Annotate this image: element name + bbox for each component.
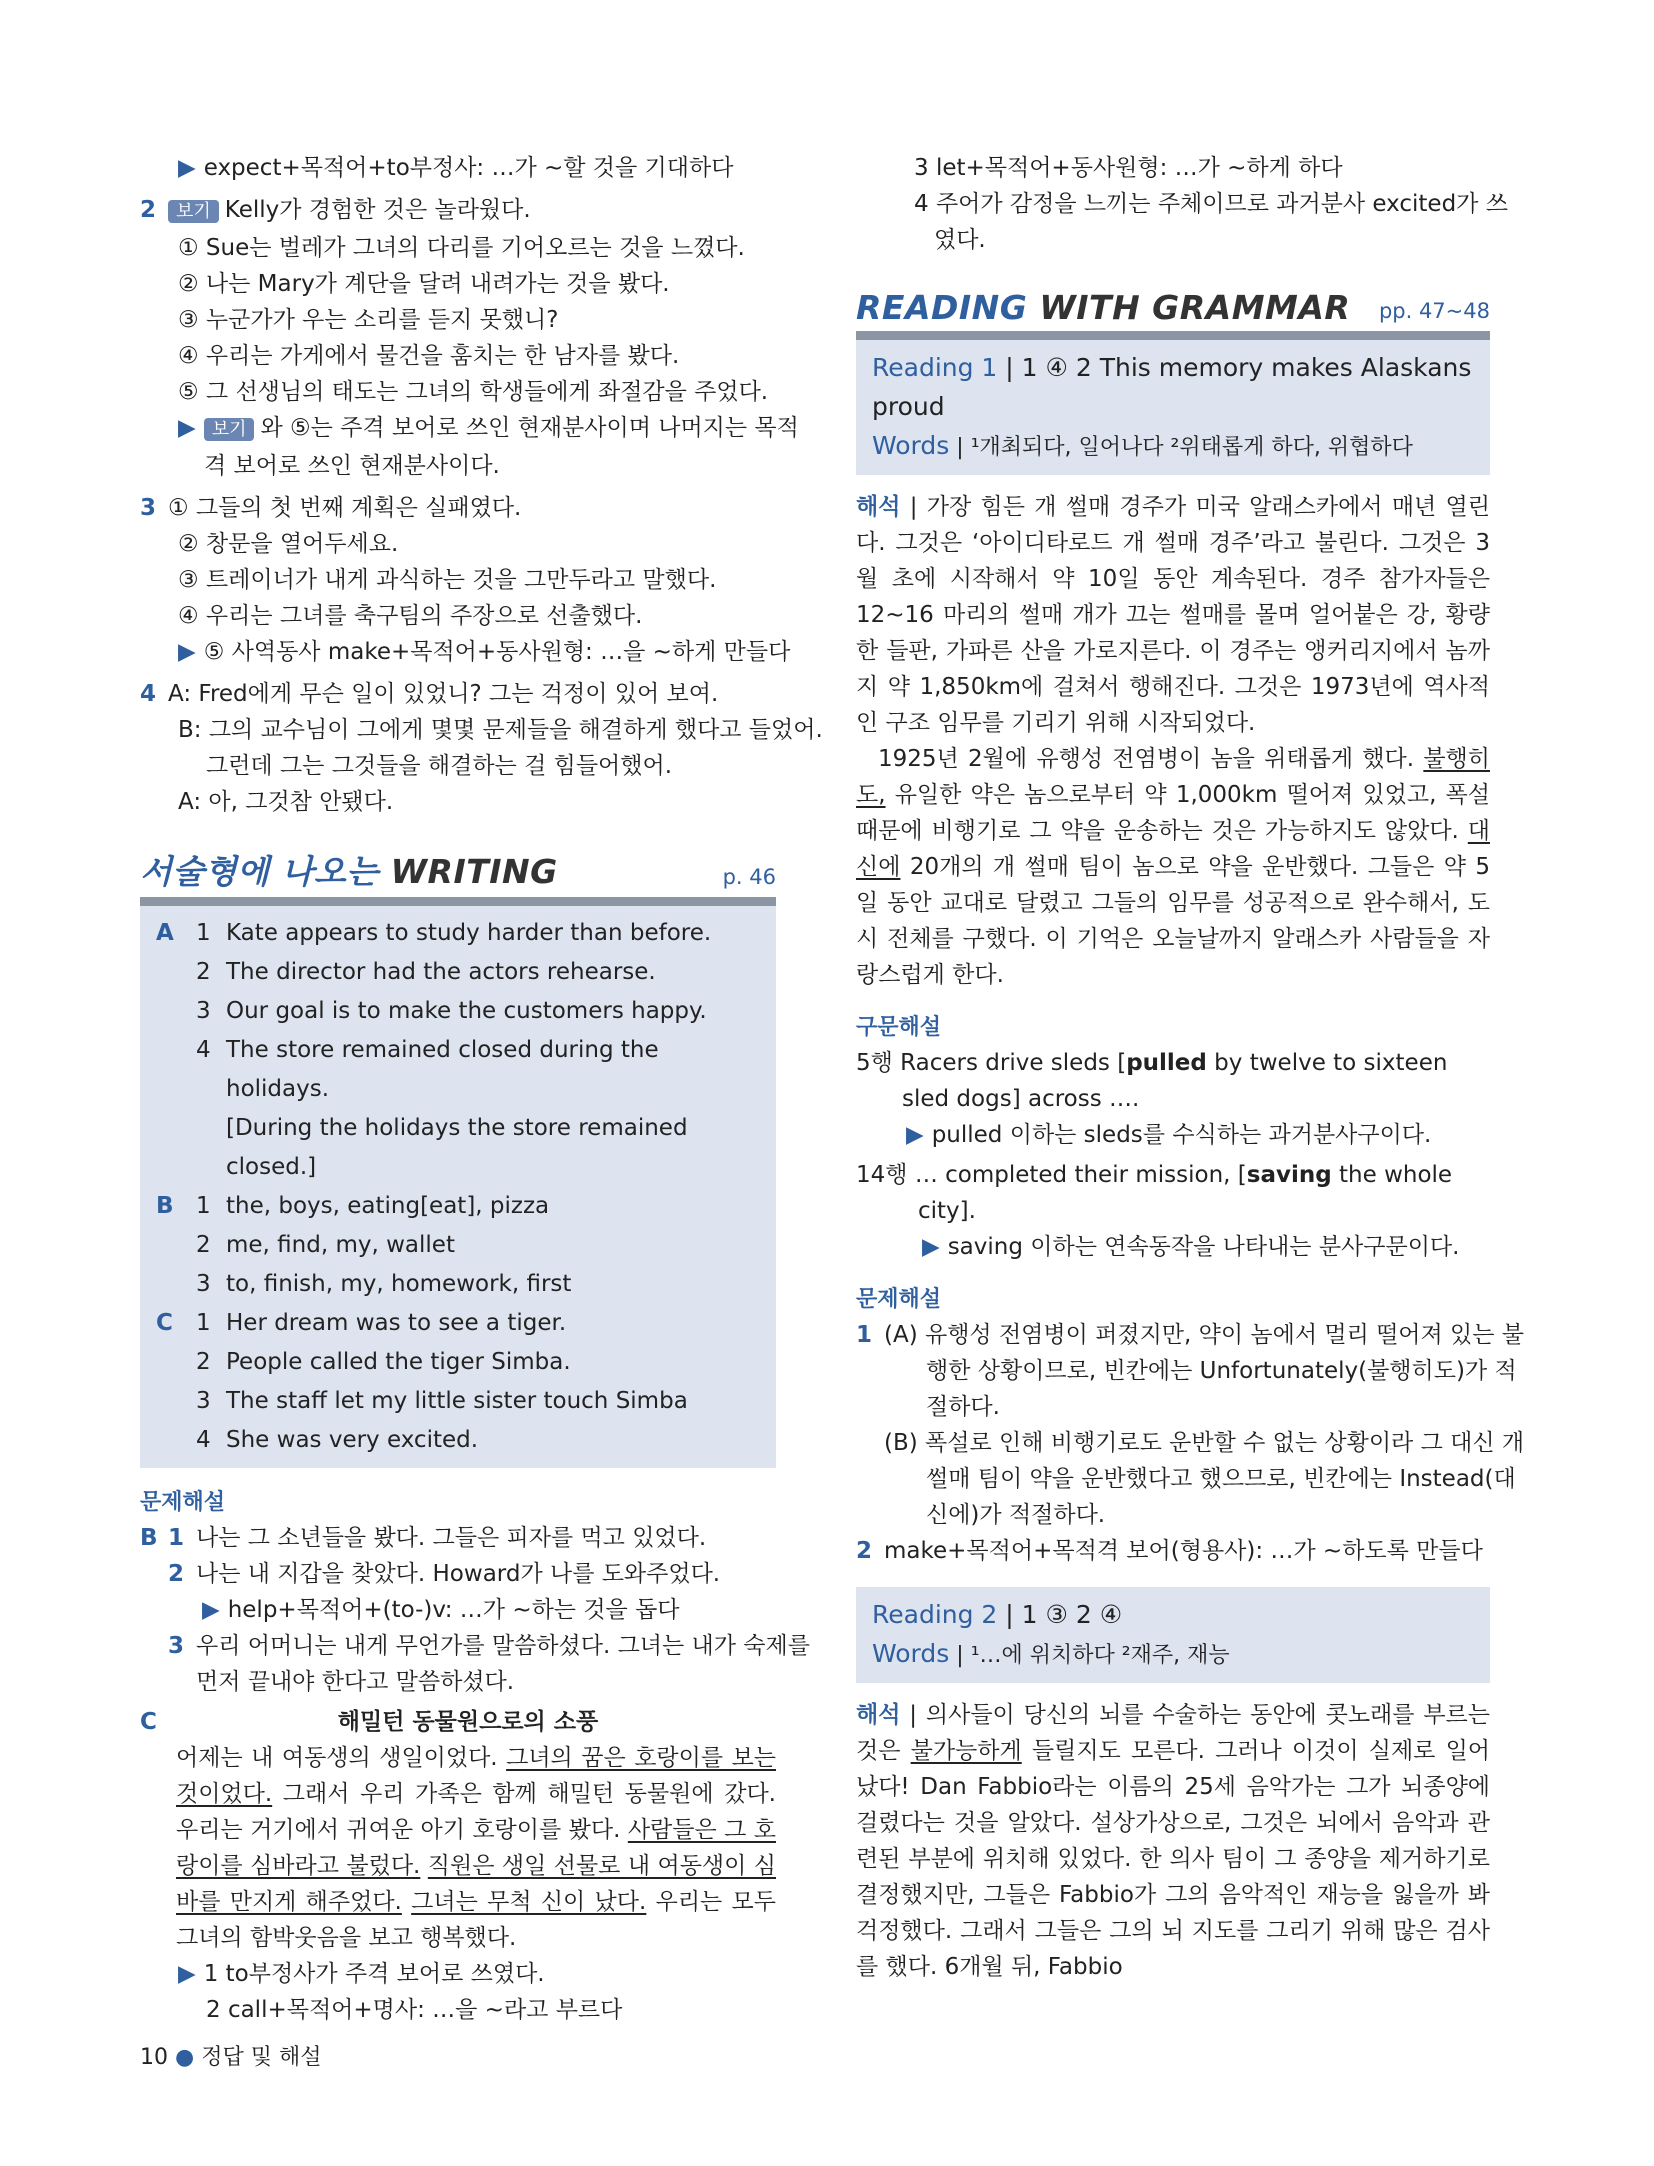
dialog-line: A: 아, 그것참 안됐다.	[178, 789, 394, 815]
reading2-box: Reading 2 | 1 ③ 2 ④ Words | ¹…에 위치하다 ²재주, 재능	[856, 1587, 1490, 1683]
solve-1: 1 (A) 유행성 전염병이 퍼졌지만, 약이 놈에서 멀리 떨어져 있는 불 행한 상황이므로, 빈칸에는 Unfortunately(불행히도)가 적 절하다. (B) 폭설로 인해 비행기로도 운반할 수 없는 상황이라 그 대신 개 썰매 팀이 약을 운반했다고 했으므로, 빈칸에는 Instead(대 신에)가 적절하다. 2 make+목적어+목적격 보어(형용사): …가 ~하도록 만들다	[856, 1322, 1525, 1564]
page-reference: p. 46	[722, 865, 776, 889]
page-reference: pp. 47~48	[1378, 299, 1490, 323]
list-item: ② 나는 Mary가 계단을 달려 내려가는 것을 봤다.	[178, 271, 670, 297]
right-column	[856, 150, 1525, 1985]
writing-answer-box: A 1 Kate appears to study harder than before. 2 The director had the actors rehearse. 3 Our goal is to make the customers happy. 4 The store remained closed during the holidays. [During the holidays the store remained closed.] B 1 the, boys, eating[eat], pizza 2 me, find, my, wallet 3 to, finish, my, homework, first C 1 Her dream was to see a tiger. 2 People called the tiger Simba. 3 The staff let my little sister touch Simba 4 She was very excited.	[140, 906, 776, 1468]
left-column	[140, 150, 823, 2028]
translation-paragraph: 해석 | 의사들이 당신의 뇌를 수술하는 동안에 콧노래를 부르는 것은 불가능하게 들릴지도 모른다. 그러나 이것이 실제로 일어났다! Dan Fabbio라는 이름의 25세 음악가는 그가 뇌종양에 걸렸다는 것을 알았다. 설상가상으로, 그것은 뇌에서 음악과 관련된 부분에 위치해 있었다. 한 의사 팀이 그 종양을 제거하기로 결정했지만, 그들은 Fabbio가 그의 음악적인 재능을 잃을까 봐 걱정했다. 그래서 그들은 그의 뇌 지도를 그리기 위해 많은 검사를 했다. 6개월 뒤, Fabbio	[856, 1702, 1491, 1980]
page-number: 10	[140, 2045, 168, 2070]
arrow-icon: ▶	[922, 1234, 940, 1260]
grammar-note-cont: 격 보어로 쓰인 현재분사이다.	[204, 453, 500, 479]
section-label: 문제해설	[856, 1287, 942, 1312]
grammar-note: 3 let+목적어+동사원형: …가 ~하게 하다	[914, 155, 1343, 181]
reading1-box: Reading 1 | 1 ④ 2 This memory makes Alaskans proud Words | ¹개최되다, 일어나다 ²위태롭게 하다, 위협하다	[856, 340, 1490, 475]
list-item: ③ 트레이너가 내게 과식하는 것을 그만두라고 말했다.	[178, 567, 717, 593]
grammar-note: ▶ 보기 와 ⑤는 주격 보어로 쓰인 현재분사이며 나머지는 목적	[178, 415, 799, 441]
text-line: 먼저 끝내야 한다고 말씀하셨다.	[196, 1669, 515, 1695]
question-2: 2 보기 Kelly가 경험한 것은 놀라웠다. ① Sue는 벌레가 그녀의 다리를 기어오르는 것을 느꼈다. ② 나는 Mary가 계단을 달려 내려가는 것을 봤다. ③ 누군가가 우는 소리를 듣지 못했니? ④ 우리는 가게에서 물건을 훔치는 한 남자를 봤다. ⑤ 그 선생님의 태도는 그녀의 학생들에게 좌절감을 주었다. ▶ 보기 와 ⑤는 주격 보어로 쓰인 현재분사이며 나머지는 목적 격 보어로 쓰인 현재분사이다.	[140, 192, 776, 484]
text-line: 행한 상황이므로, 빈칸에는 Unfortunately(불행히도)가 적	[926, 1358, 1517, 1384]
explain-c: C 해밀턴 동물원으로의 소풍 어제는 내 여동생의 생일이었다. 그녀의 꿈은 호랑이를 보는 것이었다. 그래서 우리 가족은 함께 해밀턴 동물원에 갔다. 우리는 거기에서 귀여운 아기 호랑이를 봤다. 사람들은 그 호랑이를 심바라고 불렀다. 직원은 생일 선물로 내 여동생이 심바를 만지게 해주었다. 그녀는 무척 신이 났다. 우리는 모두 그녀의 함박웃음을 보고 행복했다. ▶ 1 to부정사가 주격 보어로 쓰였다. 2 call+목적어+명사: …을 ~라고 부르다	[140, 1704, 776, 2028]
arrow-icon: ▶	[178, 415, 196, 441]
dialog-line: 그런데 그는 그것들을 해결하는 걸 힘들어했어.	[206, 753, 673, 779]
writing-section-header: 서술형에 나오는 WRITING p. 46	[140, 846, 776, 906]
arrow-icon: ▶	[202, 1597, 220, 1623]
explain-b: B 1 나는 그 소년들을 봤다. 그들은 피자를 먹고 있었다. 2 나는 내 지갑을 찾았다. Howard가 나를 도와주었다. ▶ help+목적어+(to-)v: …가 ~하는 것을 돕다 3 우리 어머니는 내게 무언가를 말씀하셨다. 그녀는 내가 숙제를 먼저 끝내야 한다고 말씀하셨다.	[140, 1520, 776, 1700]
translation-paragraph: 해석 | 가장 힘든 개 썰매 경주가 미국 알래스카에서 매년 열린다. 그것은 ‘아이디타로드 개 썰매 경주’라고 불린다. 그것은 3월 초에 시작해서 약 10일 동안 계속된다. 경주 참가자들은 12~16 마리의 썰매 개가 끄는 썰매를 몰며 얼어붙은 강, 황량한 들판, 가파른 산을 가로지른다. 이 경주는 앵커리지에서 놈까지 약 1,850km에 걸쳐서 행해진다. 그것은 1973년에 역사적인 구조 임무를 기리기 위해 시작되었다.	[856, 494, 1490, 736]
question-3: 3 ① 그들의 첫 번째 계획은 실패였다. ② 창문을 열어두세요. ③ 트레이너가 내게 과식하는 것을 그만두라고 말했다. ④ 우리는 그녀를 축구팀의 주장으로 선출했다. ▶ ⑤ 사역동사 make+목적어+동사원형: …을 ~하게 만들다	[140, 490, 776, 670]
text-line: city].	[918, 1198, 976, 1224]
text-line: sled dogs] across ….	[902, 1086, 1140, 1112]
footer-title: 정답 및 해설	[201, 2045, 322, 2070]
list-item: ④ 우리는 가게에서 물건을 훔치는 한 남자를 봤다.	[178, 343, 680, 369]
text-line: (B) 폭설로 인해 비행기로도 운반할 수 없는 상황이라 그 대신 개	[884, 1430, 1525, 1456]
text-line: 절하다.	[926, 1394, 1000, 1420]
grammar-note: 2 call+목적어+명사: …을 ~라고 부르다	[206, 1997, 623, 2023]
grammar-note: ▶ expect+목적어+to부정사: …가 ~할 것을 기대하다	[178, 155, 734, 181]
arrow-icon: ▶	[906, 1122, 924, 1148]
section-label: 문제해설	[140, 1490, 226, 1515]
list-item: ⑤ 그 선생님의 태도는 그녀의 학생들에게 좌절감을 주었다.	[178, 379, 769, 405]
list-item: ② 창문을 열어두세요.	[178, 531, 399, 557]
location-pin-icon: ●	[175, 2045, 195, 2070]
question-4: 4 A: Fred에게 무슨 일이 있었니? 그는 걱정이 있어 보여. B: 그의 교수님이 그에게 몇몇 문제들을 해결하게 했다고 들었어. 그런데 그는 그것들을 해결하는 걸 힘들어했어. A: 아, 그것참 안됐다.	[140, 676, 776, 820]
page-footer	[140, 2040, 321, 2071]
example-badge: 보기	[168, 200, 219, 223]
section-label: 구문해설	[856, 1015, 942, 1040]
list-item: ① Sue는 벌레가 그녀의 다리를 기어오르는 것을 느꼈다.	[178, 235, 745, 261]
text-line: 썰매 팀이 약을 운반했다고 했으므로, 빈칸에는 Instead(대	[926, 1466, 1516, 1492]
structure-2: 14행 … completed their mission, [saving the whole city]. ▶ saving 이하는 연속동작을 나타내는 분사구문이다.	[856, 1157, 1490, 1265]
arrow-icon: ▶	[178, 155, 196, 181]
grammar-note: 4 주어가 감정을 느끼는 주체이므로 과거분사 excited가 쓰	[914, 191, 1508, 217]
translation-paragraph: 어제는 내 여동생의 생일이었다. 그녀의 꿈은 호랑이를 보는 것이었다. 그래서 우리 가족은 함께 해밀턴 동물원에 갔다. 우리는 거기에서 귀여운 아기 호랑이를 봤다. 사람들은 그 호랑이를 심바라고 불렀다. 직원은 생일 선물로 내 여동생이 심바를 만지게 해주었다. 그녀는 무척 신이 났다. 우리는 모두 그녀의 함박웃음을 보고 행복했다.	[176, 1745, 776, 1951]
arrow-icon: ▶	[178, 639, 196, 665]
grammar-note-cont: 였다.	[934, 227, 986, 253]
dialog-line: B: 그의 교수님이 그에게 몇몇 문제들을 해결하게 했다고 들었어.	[178, 717, 823, 743]
arrow-icon: ▶	[178, 1961, 196, 1987]
text-line: 신에)가 적절하다.	[926, 1502, 1106, 1528]
grammar-note: ▶ ⑤ 사역동사 make+목적어+동사원형: …을 ~하게 만들다	[178, 639, 791, 665]
structure-1: 5행 Racers drive sleds [pulled by twelve to sixteen sled dogs] across …. ▶ pulled 이하는 sleds를 수식하는 과거분사구이다.	[856, 1045, 1490, 1153]
reading-section-header: READING WITH GRAMMAR pp. 47~48	[856, 288, 1490, 340]
translation-paragraph: 1925년 2월에 유행성 전염병이 놈을 위태롭게 했다. 불행히도, 유일한 약은 놈으로부터 약 1,000km 떨어져 있었고, 폭설 때문에 비행기로 그 약을 운송하는 것은 가능하지도 않았다. 대신에 20개의 개 썰매 팀이 놈으로 약을 운반했다. 그들은 약 5일 동안 교대로 달렸고 그들의 임무를 성공적으로 완수해서, 도시 전체를 구했다. 이 기억은 오늘날까지 알래스카 사람들을 자랑스럽게 한다.	[856, 746, 1490, 988]
list-item: ③ 누군가가 우는 소리를 듣지 못했니?	[178, 307, 559, 333]
list-item: ④ 우리는 그녀를 축구팀의 주장으로 선출했다.	[178, 603, 643, 629]
